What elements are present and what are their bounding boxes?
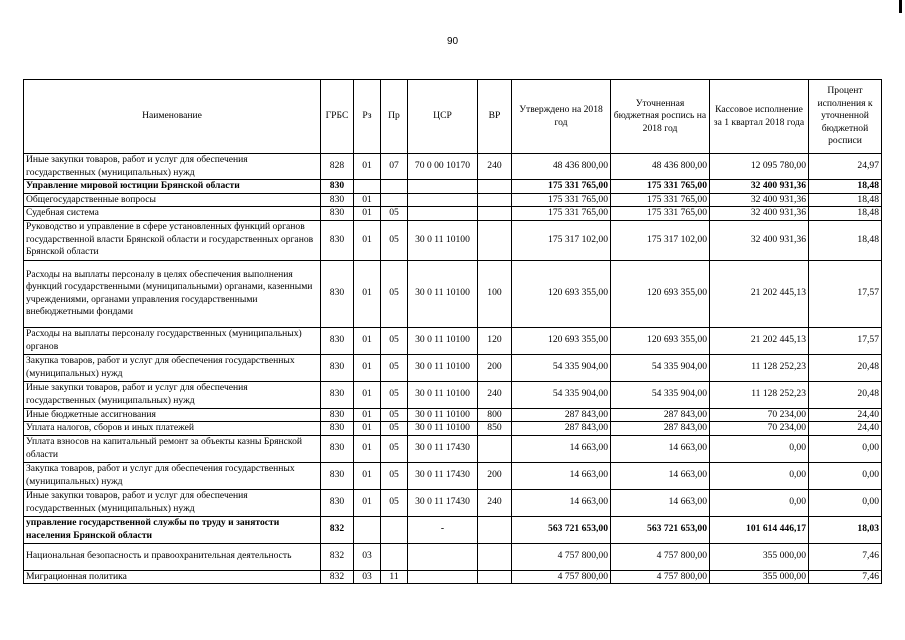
cell-grbs: 830 (321, 435, 354, 462)
page-number: 90 (446, 36, 459, 47)
table-row (24, 154, 882, 180)
cell-csr: - (408, 516, 478, 543)
header-csr: ЦСР (408, 80, 478, 154)
cell-grbs: 830 (321, 408, 354, 422)
cell-rz: 01 (354, 489, 381, 516)
cell-csr (408, 543, 478, 570)
cell-name: Руководство и управление в сфере установленных функций органов государственной власти Брянской области и государственных органов Брянской области (24, 220, 321, 260)
cell-approved: 175 317 102,00 (512, 220, 611, 260)
cell-name: Общегосударственные вопросы (24, 193, 321, 207)
cell-pr: 07 (381, 154, 408, 180)
cell-percent: 20,48 (809, 381, 882, 408)
cell-cash: 11 128 252,23 (710, 354, 809, 381)
cell-name: Судебная система (24, 207, 321, 221)
cell-grbs: 830 (321, 220, 354, 260)
cell-percent: 0,00 (809, 435, 882, 462)
cell-grbs: 830 (321, 462, 354, 489)
cell-approved: 175 331 765,00 (512, 180, 611, 194)
cell-refined: 287 843,00 (611, 422, 710, 436)
cell-refined: 14 663,00 (611, 435, 710, 462)
cell-refined: 14 663,00 (611, 462, 710, 489)
cell-pr: 05 (381, 354, 408, 381)
header-approved: Утверждено на 2018 год (512, 80, 611, 154)
cell-grbs: 830 (321, 207, 354, 221)
cell-refined: 120 693 355,00 (611, 327, 710, 354)
cell-cash: 32 400 931,36 (710, 207, 809, 221)
cell-cash: 0,00 (710, 489, 809, 516)
cell-vr (478, 180, 512, 194)
cell-vr: 240 (478, 381, 512, 408)
cell-csr (408, 570, 478, 584)
cell-grbs: 830 (321, 180, 354, 194)
cell-rz (354, 180, 381, 194)
cell-pr (381, 543, 408, 570)
cell-refined: 4 757 800,00 (611, 570, 710, 584)
cell-approved: 14 663,00 (512, 435, 611, 462)
cell-percent: 18,48 (809, 207, 882, 221)
cell-vr (478, 193, 512, 207)
cell-name: Уплата налогов, сборов и иных платежей (24, 422, 321, 436)
cell-vr (478, 570, 512, 584)
cell-csr: 30 0 11 10100 (408, 327, 478, 354)
cell-approved: 287 843,00 (512, 408, 611, 422)
cell-pr: 05 (381, 260, 408, 327)
cell-rz: 03 (354, 570, 381, 584)
cell-cash: 32 400 931,36 (710, 220, 809, 260)
cell-percent: 17,57 (809, 327, 882, 354)
cell-name: управление государственной службы по труду и занятости населения Брянской области (24, 516, 321, 543)
cell-pr: 05 (381, 220, 408, 260)
cell-percent: 18,48 (809, 180, 882, 194)
cell-refined: 14 663,00 (611, 489, 710, 516)
cell-percent: 18,48 (809, 220, 882, 260)
cell-cash: 0,00 (710, 462, 809, 489)
cell-vr: 240 (478, 489, 512, 516)
cell-refined: 54 335 904,00 (611, 354, 710, 381)
table-row (24, 408, 882, 422)
cell-refined: 175 331 765,00 (611, 207, 710, 221)
cell-refined: 54 335 904,00 (611, 381, 710, 408)
cell-grbs: 830 (321, 422, 354, 436)
cell-cash: 0,00 (710, 435, 809, 462)
cell-rz: 01 (354, 207, 381, 221)
header-percent: Процент исполнения к уточненной бюджетной росписи (809, 80, 882, 154)
table-row (24, 260, 882, 327)
scan-edge-mark (899, 0, 902, 13)
cell-percent: 0,00 (809, 462, 882, 489)
cell-cash: 355 000,00 (710, 543, 809, 570)
cell-vr (478, 516, 512, 543)
cell-grbs: 830 (321, 489, 354, 516)
cell-csr (408, 193, 478, 207)
cell-vr: 100 (478, 260, 512, 327)
cell-name: Иные закупки товаров, работ и услуг для обеспечения государственных (муниципальных) нужд (24, 489, 321, 516)
cell-percent: 17,57 (809, 260, 882, 327)
cell-rz: 01 (354, 327, 381, 354)
cell-refined: 175 331 765,00 (611, 180, 710, 194)
cell-cash: 32 400 931,36 (710, 193, 809, 207)
cell-pr: 05 (381, 408, 408, 422)
cell-csr: 30 0 11 10100 (408, 220, 478, 260)
table-row (24, 180, 882, 194)
cell-approved: 563 721 653,00 (512, 516, 611, 543)
cell-refined: 287 843,00 (611, 408, 710, 422)
cell-percent: 7,46 (809, 543, 882, 570)
cell-vr (478, 207, 512, 221)
cell-name: Миграционная политика (24, 570, 321, 584)
table-row (24, 193, 882, 207)
cell-name: Закупка товаров, работ и услуг для обеспечения государственных (муниципальных) нужд (24, 462, 321, 489)
header-rz: Рз (354, 80, 381, 154)
table-row (24, 207, 882, 221)
cell-approved: 54 335 904,00 (512, 354, 611, 381)
cell-rz: 03 (354, 543, 381, 570)
cell-grbs: 830 (321, 260, 354, 327)
cell-name: Уплата взносов на капитальный ремонт за объекты казны Брянской области (24, 435, 321, 462)
cell-cash: 12 095 780,00 (710, 154, 809, 180)
cell-approved: 120 693 355,00 (512, 260, 611, 327)
cell-name: Национальная безопасность и правоохранительная деятельность (24, 543, 321, 570)
cell-name: Расходы на выплаты персоналу в целях обеспечения выполнения функций государственными (муниципальными) органами, казенными учреждениями, органами управления государственными внебюджетными фондами (24, 260, 321, 327)
table-row (24, 327, 882, 354)
cell-vr: 200 (478, 462, 512, 489)
cell-csr: 30 0 11 17430 (408, 462, 478, 489)
cell-approved: 48 436 800,00 (512, 154, 611, 180)
cell-name: Иные закупки товаров, работ и услуг для обеспечения государственных (муниципальных) нужд (24, 381, 321, 408)
cell-refined: 48 436 800,00 (611, 154, 710, 180)
cell-pr: 11 (381, 570, 408, 584)
header-vr: ВР (478, 80, 512, 154)
cell-approved: 4 757 800,00 (512, 570, 611, 584)
cell-vr (478, 220, 512, 260)
cell-rz: 01 (354, 408, 381, 422)
cell-rz: 01 (354, 381, 381, 408)
cell-refined: 563 721 653,00 (611, 516, 710, 543)
cell-grbs: 832 (321, 516, 354, 543)
cell-rz: 01 (354, 193, 381, 207)
cell-csr (408, 207, 478, 221)
cell-approved: 287 843,00 (512, 422, 611, 436)
cell-vr: 850 (478, 422, 512, 436)
table-row (24, 354, 882, 381)
cell-csr: 70 0 00 10170 (408, 154, 478, 180)
cell-approved: 4 757 800,00 (512, 543, 611, 570)
table-row (24, 516, 882, 543)
cell-grbs: 830 (321, 381, 354, 408)
cell-name: Закупка товаров, работ и услуг для обеспечения государственных (муниципальных) нужд (24, 354, 321, 381)
cell-refined: 120 693 355,00 (611, 260, 710, 327)
cell-approved: 14 663,00 (512, 489, 611, 516)
cell-pr: 05 (381, 422, 408, 436)
cell-pr (381, 516, 408, 543)
cell-vr: 120 (478, 327, 512, 354)
header-refined: Уточненная бюджетная роспись на 2018 год (611, 80, 710, 154)
cell-csr: 30 0 11 10100 (408, 381, 478, 408)
cell-vr: 800 (478, 408, 512, 422)
cell-percent: 24,40 (809, 408, 882, 422)
cell-approved: 120 693 355,00 (512, 327, 611, 354)
cell-rz: 01 (354, 260, 381, 327)
cell-percent: 20,48 (809, 354, 882, 381)
cell-cash: 70 234,00 (710, 422, 809, 436)
budget-execution-table (23, 79, 882, 584)
cell-vr (478, 543, 512, 570)
cell-cash: 21 202 445,13 (710, 327, 809, 354)
table-header-row (24, 80, 882, 154)
cell-name: Иные бюджетные ассигнования (24, 408, 321, 422)
cell-percent: 18,03 (809, 516, 882, 543)
cell-approved: 175 331 765,00 (512, 207, 611, 221)
table-row (24, 435, 882, 462)
cell-pr: 05 (381, 207, 408, 221)
cell-rz (354, 516, 381, 543)
cell-pr (381, 193, 408, 207)
cell-csr: 30 0 11 10100 (408, 260, 478, 327)
cell-rz: 01 (354, 462, 381, 489)
header-grbs: ГРБС (321, 80, 354, 154)
cell-approved: 175 331 765,00 (512, 193, 611, 207)
cell-cash: 70 234,00 (710, 408, 809, 422)
cell-cash: 101 614 446,17 (710, 516, 809, 543)
cell-rz: 01 (354, 154, 381, 180)
table-row (24, 570, 882, 584)
cell-csr: 30 0 11 17430 (408, 435, 478, 462)
cell-pr: 05 (381, 462, 408, 489)
cell-grbs: 832 (321, 543, 354, 570)
table-row (24, 422, 882, 436)
cell-csr: 30 0 11 10100 (408, 408, 478, 422)
cell-csr: 30 0 11 10100 (408, 354, 478, 381)
cell-rz: 01 (354, 354, 381, 381)
cell-csr: 30 0 11 10100 (408, 422, 478, 436)
cell-approved: 54 335 904,00 (512, 381, 611, 408)
cell-cash: 32 400 931,36 (710, 180, 809, 194)
cell-percent: 24,40 (809, 422, 882, 436)
cell-refined: 175 331 765,00 (611, 193, 710, 207)
cell-grbs: 832 (321, 570, 354, 584)
cell-vr: 240 (478, 154, 512, 180)
table-row (24, 489, 882, 516)
cell-vr: 200 (478, 354, 512, 381)
cell-percent: 7,46 (809, 570, 882, 584)
cell-rz: 01 (354, 422, 381, 436)
cell-percent: 24,97 (809, 154, 882, 180)
cell-percent: 18,48 (809, 193, 882, 207)
cell-pr (381, 180, 408, 194)
cell-rz: 01 (354, 220, 381, 260)
cell-pr: 05 (381, 327, 408, 354)
cell-pr: 05 (381, 435, 408, 462)
cell-grbs: 830 (321, 354, 354, 381)
cell-rz: 01 (354, 435, 381, 462)
cell-grbs: 828 (321, 154, 354, 180)
cell-csr: 30 0 11 17430 (408, 489, 478, 516)
cell-pr: 05 (381, 489, 408, 516)
cell-cash: 21 202 445,13 (710, 260, 809, 327)
cell-name: Иные закупки товаров, работ и услуг для обеспечения государственных (муниципальных) нужд (24, 154, 321, 180)
header-cash: Кассовое исполнение за 1 квартал 2018 года (710, 80, 809, 154)
cell-refined: 4 757 800,00 (611, 543, 710, 570)
cell-pr: 05 (381, 381, 408, 408)
cell-grbs: 830 (321, 327, 354, 354)
header-pr: Пр (381, 80, 408, 154)
cell-name: Расходы на выплаты персоналу государственных (муниципальных) органов (24, 327, 321, 354)
cell-refined: 175 317 102,00 (611, 220, 710, 260)
cell-vr (478, 435, 512, 462)
header-name: Наименование (24, 80, 321, 154)
table-row (24, 462, 882, 489)
cell-cash: 355 000,00 (710, 570, 809, 584)
table-row (24, 220, 882, 260)
cell-approved: 14 663,00 (512, 462, 611, 489)
cell-csr (408, 180, 478, 194)
cell-name: Управление мировой юстиции Брянской области (24, 180, 321, 194)
cell-grbs: 830 (321, 193, 354, 207)
cell-percent: 0,00 (809, 489, 882, 516)
table-row (24, 543, 882, 570)
cell-cash: 11 128 252,23 (710, 381, 809, 408)
table-row (24, 381, 882, 408)
